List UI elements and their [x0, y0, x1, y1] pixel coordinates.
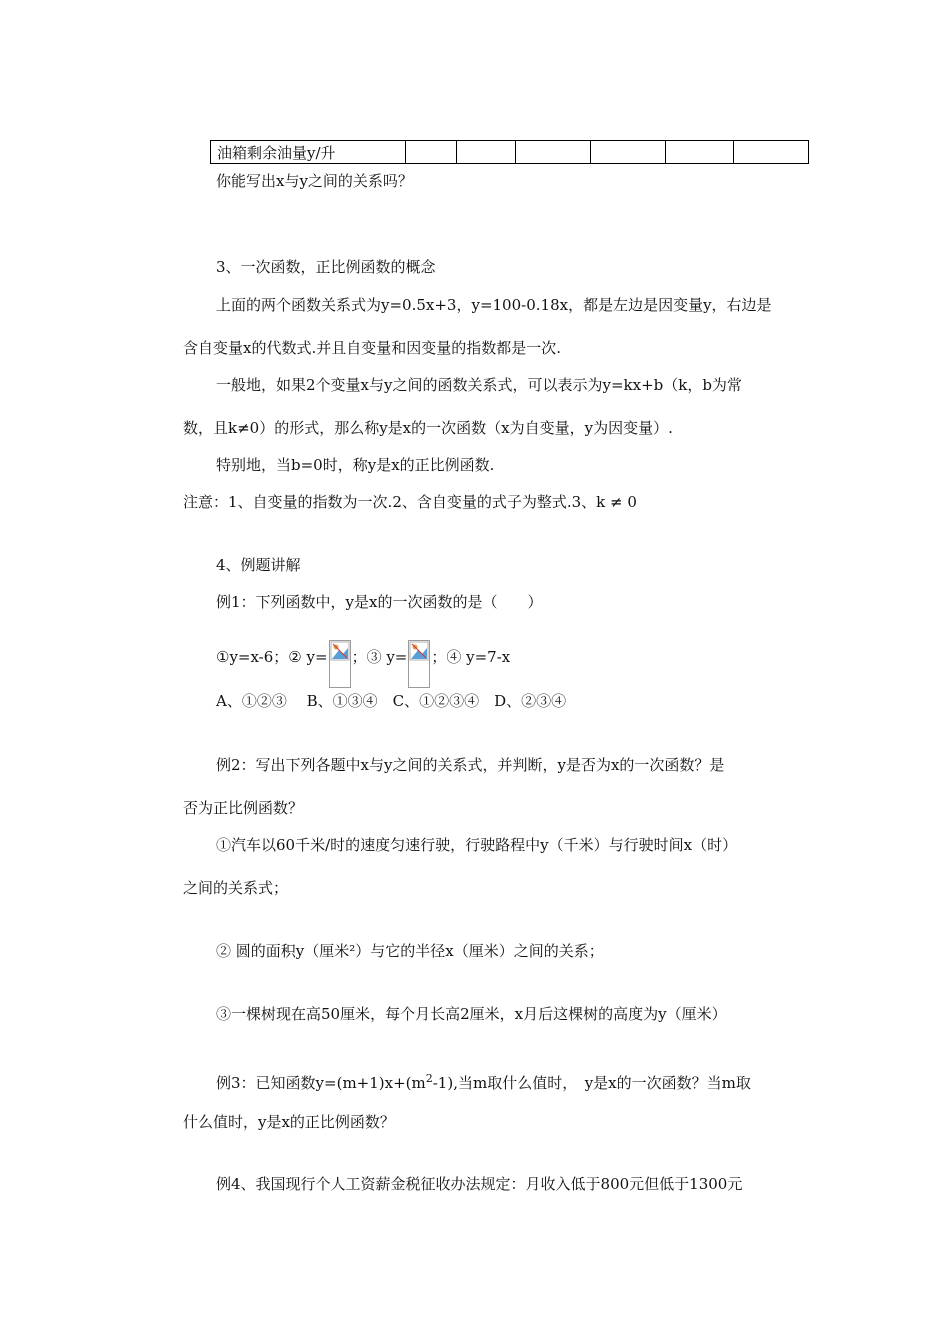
example-2-question: 否为正比例函数？	[183, 799, 304, 817]
example-1-question: 例1：下列函数中，y是x的一次函数的是（ ）	[216, 593, 543, 611]
example-3-question: 什么值时，y是x的正比例函数？	[183, 1113, 395, 1131]
example-1-options	[216, 640, 510, 688]
example-2-item-2: ② 圆的面积y（厘米²）与它的半径x（厘米）之间的关系；	[216, 942, 604, 960]
example-2-item-3: ③一棵树现在高50厘米，每个月长高2厘米，x月后这棵树的高度为y（厘米）	[216, 1005, 727, 1023]
example-3-text: -1),当m取什么值时， y是x的一次函数？当m取	[432, 1074, 751, 1092]
option-text: ①y=x-6；② y=	[216, 648, 328, 666]
oil-table	[210, 140, 809, 164]
table-row	[211, 141, 809, 164]
table-cell	[734, 141, 809, 164]
paragraph-line: 数，且k≠0）的形式，那么称y是x的一次函数（x为自变量，y为因变量）.	[183, 419, 673, 437]
broken-image-icon	[329, 640, 351, 688]
example-4-question: 例4、我国现行个人工资薪金税征收办法规定：月收入低于800元但低于1300元	[216, 1175, 743, 1193]
option-text: ；④ y=7-x	[431, 648, 511, 666]
table-cell	[666, 141, 734, 164]
example-3-question	[216, 1068, 751, 1094]
example-2-question: 例2：写出下列各题中x与y之间的关系式，并判断，y是否为x的一次函数？是	[216, 756, 725, 774]
example-3-text: 例3：已知函数y=(m+1)x+(m	[216, 1074, 426, 1092]
paragraph-line: 一般地，如果2个变量x与y之间的函数关系式，可以表示为y=kx+b（k，b为常	[216, 376, 742, 394]
table-cell	[591, 141, 666, 164]
paragraph-line: 含自变量x的代数式.并且自变量和因变量的指数都是一次.	[183, 339, 561, 357]
section-4-title: 4、例题讲解	[216, 556, 301, 574]
section-3-title: 3、一次函数，正比例函数的概念	[216, 258, 436, 276]
exponent: 2	[425, 1072, 433, 1085]
example-1-choices: A、①②③ B、①③④ C、①②③④ D、②③④	[216, 692, 567, 710]
broken-image-icon	[408, 640, 430, 688]
table-cell	[406, 141, 457, 164]
paragraph-line: 特别地，当b=0时，称y是x的正比例函数.	[216, 456, 495, 474]
table-cell	[457, 141, 516, 164]
question-relation: 你能写出x与y之间的关系吗？	[216, 172, 413, 190]
paragraph-line: 上面的两个函数关系式为y=0.5x+3，y=100-0.18x，都是左边是因变量y，右边是	[216, 296, 772, 314]
note-line: 注意：1、自变量的指数为一次.2、含自变量的式子为整式.3、k ≠ 0	[183, 493, 637, 511]
example-2-item-1: ①汽车以60千米/时的速度匀速行驶，行驶路程中y（千米）与行驶时间x（时）	[216, 836, 738, 854]
table-cell	[516, 141, 591, 164]
example-2-item-1: 之间的关系式；	[183, 879, 289, 897]
option-text: ；③ y=	[351, 648, 408, 666]
table-row-label: 油箱剩余油量y/升	[211, 141, 406, 164]
